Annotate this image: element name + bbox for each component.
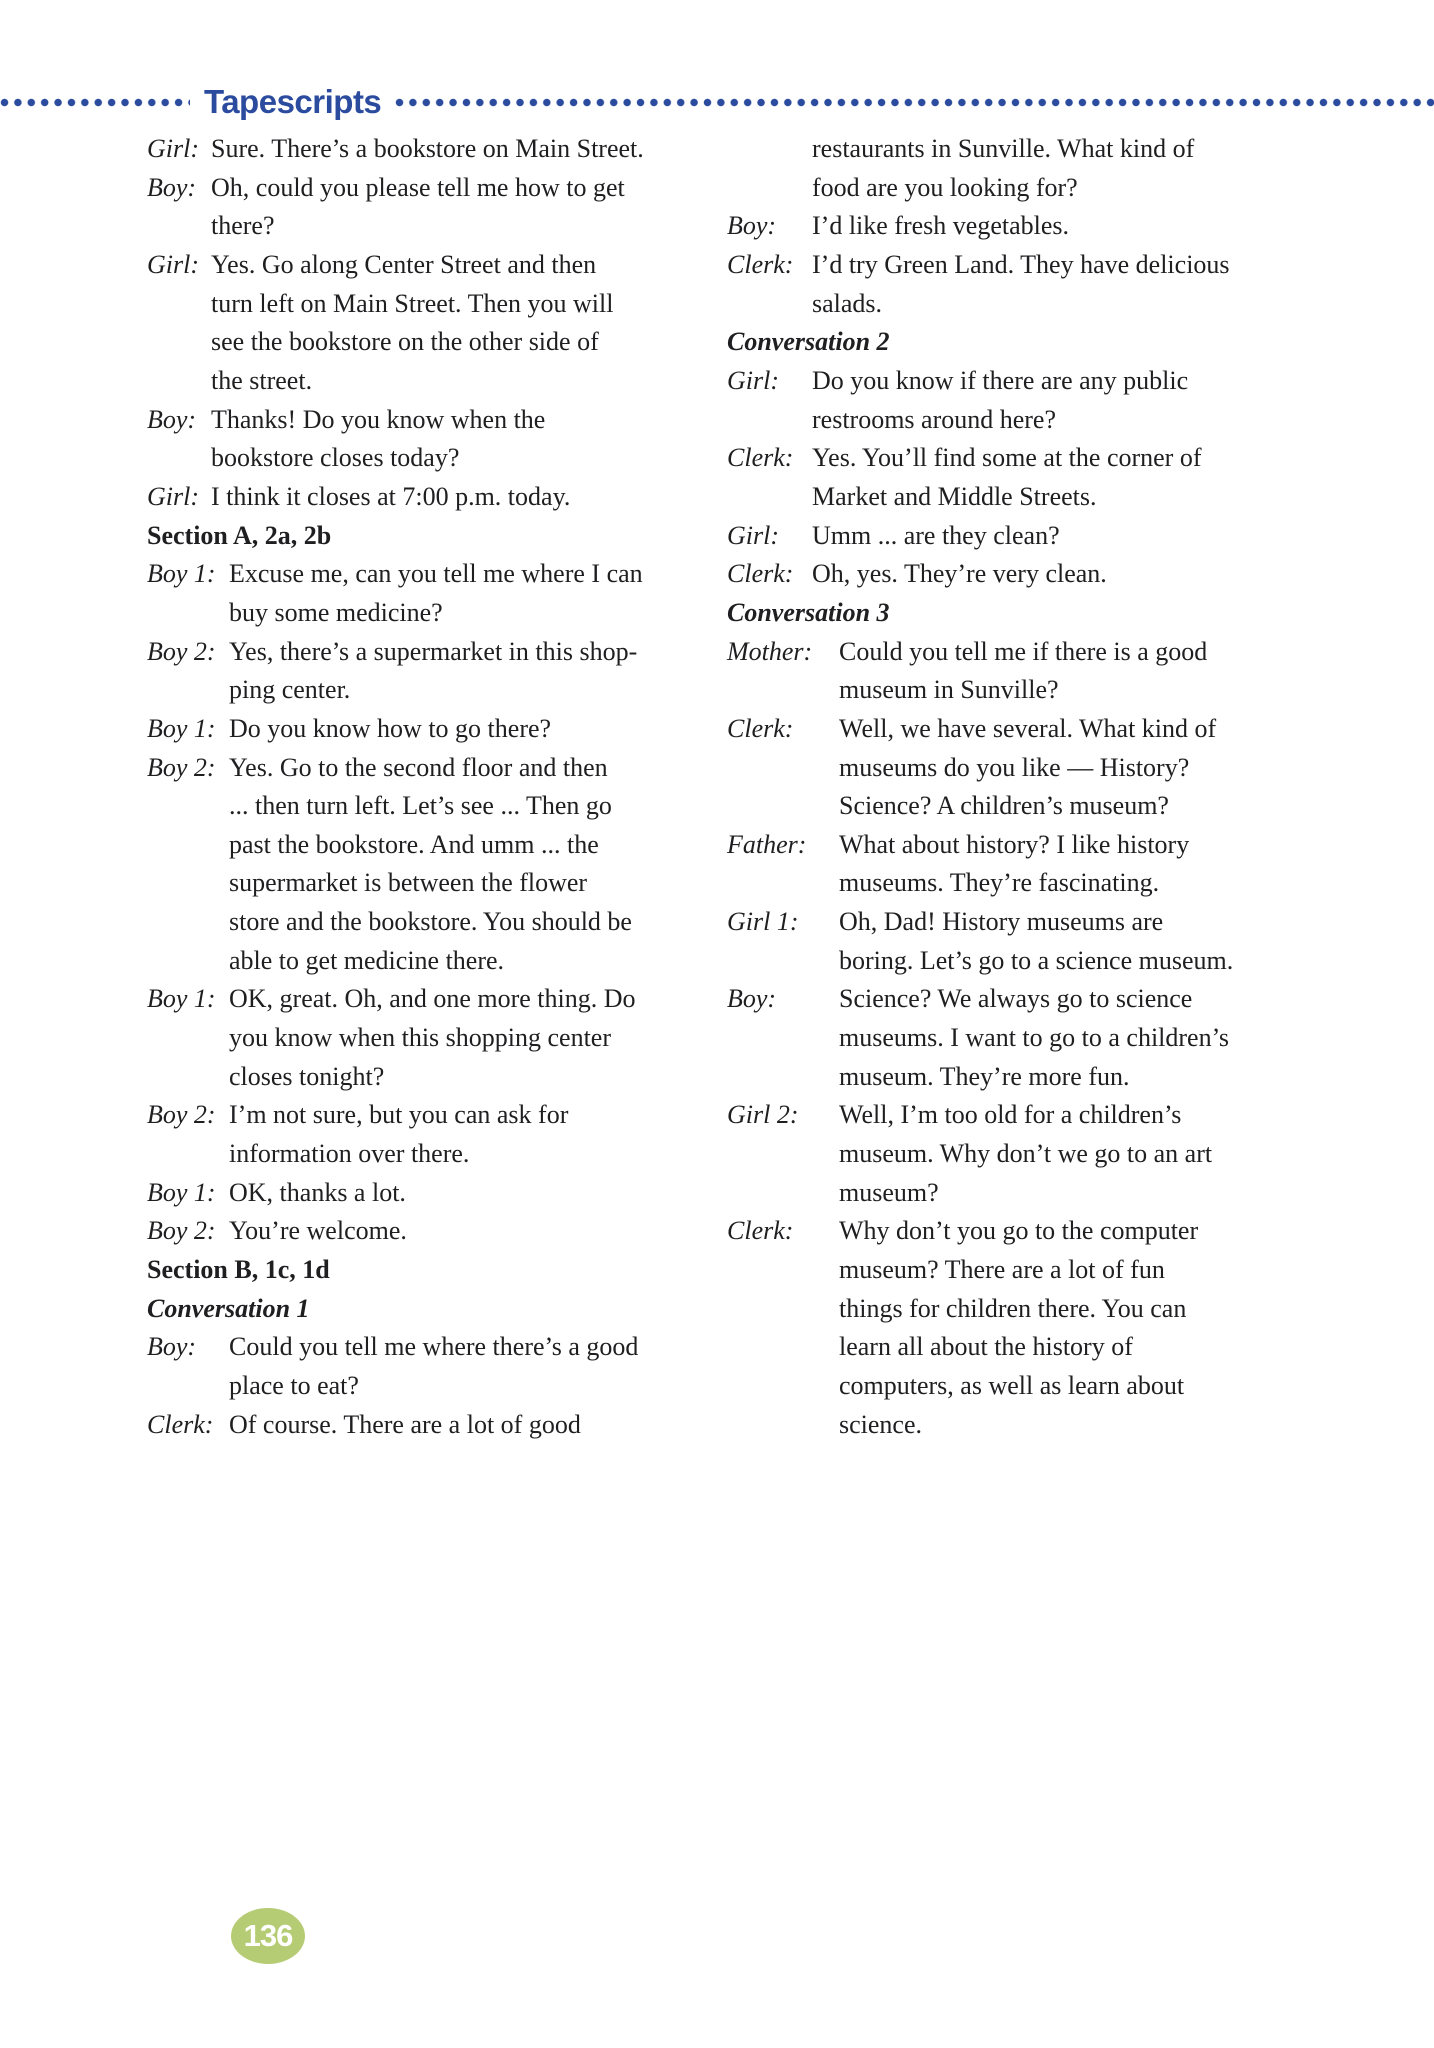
speaker-label — [147, 671, 229, 710]
speaker-label: Boy 2: — [147, 1216, 216, 1246]
dialogue-line — [147, 1058, 717, 1097]
dialogue-line — [727, 633, 1297, 672]
dialogue-text: Umm ... are they clean? — [812, 520, 1060, 550]
dialogue-line — [147, 246, 717, 285]
speaker-label: Boy 1: — [147, 984, 216, 1014]
speaker-label — [727, 942, 839, 981]
dialogue-text: I’d try Green Land. They have delicious — [812, 249, 1230, 279]
speaker-label: Boy 2: — [147, 1100, 216, 1130]
dialogue-text: Yes. Go to the second floor and then — [229, 752, 608, 782]
dialogue-text: past the bookstore. And umm ... the — [229, 829, 599, 859]
dialogue-line — [147, 710, 717, 749]
dialogue-line — [727, 1135, 1297, 1174]
transcript-column-right — [727, 130, 1297, 1444]
dotted-rule-left-icon — [0, 98, 190, 107]
dialogue-line — [147, 1174, 717, 1213]
speaker-label: Girl: — [147, 481, 199, 511]
speaker-label: Clerk: — [147, 1409, 214, 1439]
conversation-heading: Conversation 3 — [727, 597, 890, 627]
dialogue-text: you know when this shopping center — [229, 1023, 612, 1053]
dialogue-line — [727, 1328, 1297, 1367]
speaker-label — [147, 1367, 229, 1406]
speaker-label: Clerk: — [727, 713, 794, 743]
dialogue-line — [147, 169, 717, 208]
speaker-label: Clerk: — [727, 443, 794, 473]
speaker-label — [727, 1174, 839, 1213]
dialogue-line — [147, 633, 717, 672]
dialogue-text: boring. Let’s go to a science museum. — [839, 945, 1234, 975]
dialogue-line — [727, 826, 1297, 865]
dialogue-line — [147, 826, 717, 865]
dialogue-line — [147, 130, 717, 169]
dialogue-line — [147, 401, 717, 440]
dialogue-text: food are you looking for? — [812, 172, 1078, 202]
dialogue-line — [147, 1019, 717, 1058]
speaker-label: Boy 2: — [147, 636, 216, 666]
dialogue-line — [147, 323, 717, 362]
transcript-column-left — [147, 130, 717, 1444]
dialogue-line — [727, 1251, 1297, 1290]
dialogue-text: Yes, there’s a supermarket in this shop- — [229, 636, 638, 666]
speaker-label — [147, 323, 211, 362]
dialogue-text: museum? There are a lot of fun — [839, 1255, 1165, 1285]
speaker-label: Boy 1: — [147, 713, 216, 743]
speaker-label: Boy 1: — [147, 1177, 216, 1207]
dialogue-text: Could you tell me if there is a good — [839, 636, 1208, 666]
dialogue-text: Why don’t you go to the computer — [839, 1216, 1199, 1246]
dialogue-text: closes tonight? — [229, 1061, 385, 1091]
speaker-label: Clerk: — [727, 249, 794, 279]
speaker-label — [147, 942, 229, 981]
dialogue-line — [727, 1212, 1297, 1251]
dialogue-text: Well, I’m too old for a children’s — [839, 1100, 1182, 1130]
speaker-label — [147, 594, 229, 633]
dialogue-text: Yes. Go along Center Street and then — [211, 249, 597, 279]
dialogue-line — [727, 942, 1297, 981]
dialogue-text: computers, as well as learn about — [839, 1371, 1185, 1400]
dialogue-text: museum. Why don’t we go to an art — [839, 1139, 1213, 1169]
dialogue-text: Science? A children’s museum? — [839, 791, 1169, 821]
dialogue-text: I think it closes at 7:00 p.m. today. — [211, 481, 571, 511]
dialogue-text: salads. — [812, 288, 883, 318]
speaker-label — [727, 1328, 839, 1367]
dialogue-line — [147, 671, 717, 710]
dialogue-line — [727, 478, 1297, 517]
speaker-label: Girl: — [147, 249, 199, 279]
dialogue-text: Excuse me, can you tell me where I can — [229, 559, 643, 589]
dialogue-text: I’m not sure, but you can ask for — [229, 1100, 569, 1130]
dialogue-text: buy some medicine? — [229, 597, 443, 627]
speaker-label: Clerk: — [727, 559, 794, 589]
conversation-heading: Conversation 2 — [727, 327, 890, 357]
speaker-label: Girl 2: — [727, 1100, 799, 1130]
dialogue-line — [727, 1367, 1297, 1406]
speaker-label — [147, 285, 211, 324]
dialogue-text: restaurants in Sunville. What kind of — [812, 134, 1195, 163]
speaker-label: Clerk: — [727, 1216, 794, 1246]
dialogue-line — [147, 1135, 717, 1174]
dialogue-line — [147, 980, 717, 1019]
dialogue-line — [727, 787, 1297, 826]
dialogue-text: science. — [839, 1409, 923, 1439]
dialogue-line — [727, 362, 1297, 401]
page-number-badge — [231, 1908, 305, 1964]
speaker-label: Girl: — [727, 520, 779, 550]
dialogue-line — [147, 903, 717, 942]
dialogue-text: the street. — [211, 365, 313, 395]
speaker-label: Mother: — [727, 636, 813, 666]
dialogue-line — [727, 980, 1297, 1019]
speaker-label — [727, 1290, 839, 1329]
speaker-label — [727, 285, 812, 324]
dialogue-text: I’d like fresh vegetables. — [812, 211, 1070, 241]
dialogue-text: information over there. — [229, 1139, 470, 1169]
speaker-label — [727, 1251, 839, 1290]
dialogue-text: Could you tell me where there’s a good — [229, 1332, 639, 1362]
speaker-label — [727, 749, 839, 788]
dialogue-line — [727, 671, 1297, 710]
speaker-label — [727, 130, 812, 169]
speaker-label — [727, 1135, 839, 1174]
speaker-label — [727, 478, 812, 517]
dialogue-line — [727, 903, 1297, 942]
speaker-label — [727, 864, 839, 903]
speaker-label — [147, 787, 229, 826]
dialogue-line — [727, 749, 1297, 788]
dialogue-text: You’re welcome. — [229, 1216, 407, 1246]
dialogue-text: turn left on Main Street. Then you will — [211, 288, 614, 318]
speaker-label — [727, 671, 839, 710]
dialogue-text: Well, we have several. What kind of — [839, 713, 1217, 743]
dialogue-line — [147, 439, 717, 478]
dialogue-text: museum in Sunville? — [839, 675, 1059, 705]
dialogue-line — [147, 478, 717, 517]
dialogue-line — [147, 555, 717, 594]
speaker-label — [727, 1019, 839, 1058]
dialogue-text: OK, great. Oh, and one more thing. Do — [229, 984, 636, 1014]
dialogue-line — [727, 439, 1297, 478]
speaker-label: Boy: — [727, 211, 777, 241]
dialogue-line — [727, 285, 1297, 324]
speaker-label — [727, 169, 812, 208]
dialogue-text: store and the bookstore. You should be — [229, 907, 632, 937]
dialogue-line — [147, 285, 717, 324]
dialogue-line — [147, 362, 717, 401]
speaker-label — [147, 362, 211, 401]
speaker-label — [727, 787, 839, 826]
speaker-label — [147, 1019, 229, 1058]
speaker-label — [147, 207, 211, 246]
dialogue-line — [727, 1019, 1297, 1058]
dialogue-line — [147, 1096, 717, 1135]
dialogue-line — [727, 710, 1297, 749]
dialogue-line — [147, 207, 717, 246]
dialogue-text: supermarket is between the flower — [229, 868, 588, 898]
dialogue-line — [727, 1058, 1297, 1097]
speaker-label: Boy 2: — [147, 752, 216, 782]
dialogue-line — [727, 555, 1297, 594]
dialogue-line — [147, 1367, 717, 1406]
speaker-label: Father: — [727, 829, 807, 859]
dialogue-text: Oh, Dad! History museums are — [839, 907, 1164, 937]
speaker-label: Boy: — [147, 404, 197, 434]
speaker-label — [727, 1058, 839, 1097]
dialogue-line — [147, 787, 717, 826]
speaker-label — [147, 439, 211, 478]
section-heading: Section B, 1c, 1d — [147, 1255, 330, 1285]
dialogue-line — [727, 1290, 1297, 1329]
dialogue-text: Do you know how to go there? — [229, 713, 552, 743]
speaker-label: Girl: — [147, 134, 199, 163]
dialogue-text: OK, thanks a lot. — [229, 1177, 406, 1207]
dialogue-text: bookstore closes today? — [211, 443, 460, 473]
dialogue-line — [147, 864, 717, 903]
dialogue-line — [727, 517, 1297, 556]
dialogue-line — [147, 942, 717, 981]
dialogue-line — [727, 401, 1297, 440]
dialogue-text: Yes. You’ll find some at the corner of — [812, 443, 1202, 473]
speaker-label: Boy: — [147, 172, 197, 202]
speaker-label — [727, 401, 812, 440]
dialogue-text: there? — [211, 211, 275, 241]
page-title: Tapescripts — [204, 83, 382, 120]
dialogue-text: museums. They’re fascinating. — [839, 868, 1160, 898]
dialogue-text: see the bookstore on the other side of — [211, 327, 599, 357]
dialogue-text: What about history? I like history — [839, 829, 1190, 859]
dialogue-text: place to eat? — [229, 1371, 359, 1400]
dialogue-line — [147, 1328, 717, 1367]
speaker-label — [147, 903, 229, 942]
speaker-label: Girl 1: — [727, 907, 799, 937]
dialogue-line — [727, 1406, 1297, 1445]
dialogue-text: museum? — [839, 1177, 939, 1207]
speaker-label — [727, 1406, 839, 1445]
speaker-label — [147, 826, 229, 865]
speaker-label — [147, 1135, 229, 1174]
speaker-label — [727, 1367, 839, 1406]
dialogue-text: Oh, could you please tell me how to get — [211, 172, 625, 202]
dotted-rule-right-icon — [395, 98, 1434, 107]
dialogue-text: able to get medicine there. — [229, 945, 505, 975]
dialogue-line — [147, 594, 717, 633]
dialogue-line — [727, 130, 1297, 169]
dialogue-text: museum. They’re more fun. — [839, 1061, 1130, 1091]
speaker-label — [147, 864, 229, 903]
dialogue-text: museums do you like — History? — [839, 752, 1190, 782]
speaker-label: Boy: — [147, 1332, 197, 1362]
dialogue-text: learn all about the history of — [839, 1332, 1133, 1362]
speaker-label: Boy 1: — [147, 559, 216, 589]
dialogue-line — [727, 864, 1297, 903]
dialogue-line — [727, 246, 1297, 285]
dialogue-line — [727, 1096, 1297, 1135]
dialogue-text: Thanks! Do you know when the — [211, 404, 546, 434]
dialogue-text: ... then turn left. Let’s see ... Then go — [229, 791, 612, 821]
dialogue-text: Market and Middle Streets. — [812, 481, 1097, 511]
dialogue-text: restrooms around here? — [812, 404, 1057, 434]
dialogue-line — [727, 1174, 1297, 1213]
dialogue-text: Oh, yes. They’re very clean. — [812, 559, 1107, 589]
dialogue-text: ping center. — [229, 675, 351, 705]
speaker-label: Boy: — [727, 984, 777, 1014]
page-number: 136 — [243, 1918, 293, 1953]
dialogue-text: museums. I want to go to a children’s — [839, 1023, 1229, 1053]
conversation-heading: Conversation 1 — [147, 1293, 310, 1323]
dialogue-line — [147, 1406, 717, 1445]
dialogue-text: Sure. There’s a bookstore on Main Street. — [211, 134, 644, 163]
dialogue-text: Science? We always go to science — [839, 984, 1193, 1014]
dialogue-line — [727, 207, 1297, 246]
dialogue-line — [147, 749, 717, 788]
dialogue-text: Do you know if there are any public — [812, 365, 1189, 395]
page-header — [0, 84, 1434, 120]
dialogue-text: Of course. There are a lot of good — [229, 1409, 581, 1439]
dialogue-text: things for children there. You can — [839, 1293, 1187, 1323]
dialogue-line — [147, 1212, 717, 1251]
section-heading: Section A, 2a, 2b — [147, 520, 332, 550]
dialogue-line — [727, 169, 1297, 208]
speaker-label — [147, 1058, 229, 1097]
speaker-label: Girl: — [727, 365, 779, 395]
